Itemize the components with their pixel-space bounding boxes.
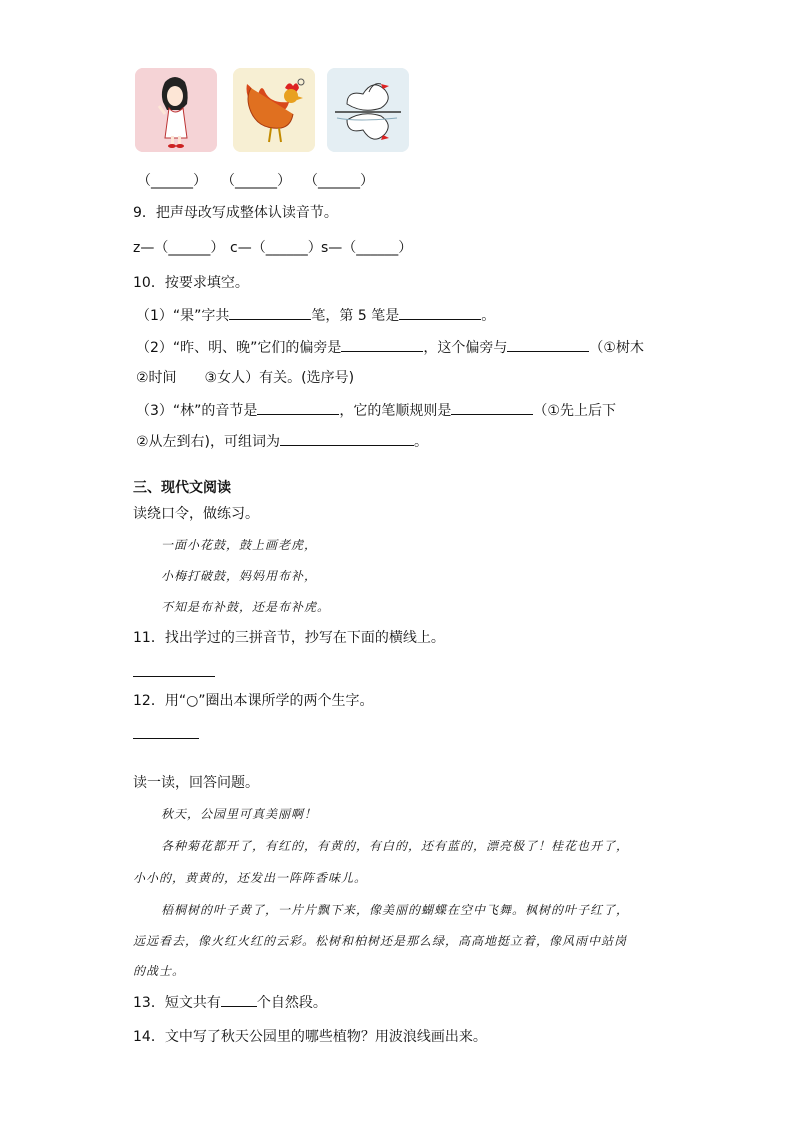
reading-para-2-line-2: 小小的，黄黄的，还发出一阵阵香味儿。: [133, 871, 368, 885]
q13: [133, 992, 327, 1013]
picture-answer-3[interactable]: （______）: [304, 173, 374, 189]
q10-p1-text-c: 。: [481, 308, 496, 324]
q10-p3-blank-3[interactable]: [280, 431, 414, 446]
girl-icon: [135, 68, 217, 152]
q10-p3-text-c: （①先上后下: [533, 403, 616, 419]
rooster-picture: [233, 68, 315, 152]
q10-p3-blank-1[interactable]: [257, 400, 339, 415]
reading-intro: 读一读，回答问题。: [133, 775, 259, 791]
q10-p3-text-a: （3）“林”的音节是: [136, 403, 258, 419]
q10-part3: [136, 400, 616, 421]
picture-answer-2[interactable]: （______）: [221, 173, 291, 189]
q13-blank[interactable]: [221, 992, 257, 1007]
q10-part3-line2: [136, 431, 428, 452]
q10-p1-blank-1[interactable]: [229, 305, 311, 320]
q12-answer-line[interactable]: [133, 738, 199, 739]
reading-para-3-line-1: 梧桐树的叶子黄了，一片片飘下来，像美丽的蝴蝶在空中飞舞。枫树的叶子红了，: [161, 903, 630, 917]
q10-p1-text-a: （1）“果”字共: [136, 308, 230, 324]
swan-icon: [327, 68, 409, 152]
q10-p2-text-a: （2）“昨、明、晚”它们的偏旁是: [136, 340, 342, 356]
q10-part1: [136, 305, 495, 326]
poem-line-1: 一面小花鼓，鼓上画老虎，: [161, 538, 318, 552]
q12-title: 12．用“○”圈出本课所学的两个生字。: [133, 693, 374, 709]
q10-p2-blank-1[interactable]: [341, 337, 423, 352]
q10-p3-blank-2[interactable]: [451, 400, 533, 415]
section-heading: 三、现代文阅读: [133, 480, 231, 496]
swan-picture: [327, 68, 409, 152]
q10-title: 10．按要求填空。: [133, 275, 249, 291]
rooster-icon: [233, 68, 315, 152]
q10-p2-text-c: （①树木: [589, 340, 644, 356]
q10-part2: [136, 337, 644, 358]
picture-answer-1[interactable]: （______）: [137, 173, 207, 189]
q14-title: 14．文中写了秋天公园里的哪些植物？用波浪线画出来。: [133, 1029, 487, 1045]
q13-text-a: 13．短文共有: [133, 995, 221, 1011]
q10-p2-blank-2[interactable]: [507, 337, 589, 352]
q9-title: 9．把声母改写成整体认读音节。: [133, 205, 338, 221]
q10-p1-blank-2[interactable]: [399, 305, 481, 320]
poem-line-3: 不知是布补鼓，还是布补虎。: [161, 600, 331, 614]
reading-para-1: 秋天，公园里可真美丽啊！: [161, 807, 318, 821]
section-intro: 读绕口令，做练习。: [133, 506, 259, 522]
q13-text-b: 个自然段。: [256, 995, 327, 1011]
poem-line-2: 小梅打破鼓，妈妈用布补，: [161, 569, 318, 583]
reading-para-2-line-1: 各种菊花都开了，有红的，有黄的，有白的，还有蓝的，漂亮极了！桂花也开了，: [161, 839, 630, 853]
reading-para-3-line-2: 远远看去，像火红火红的云彩。松树和柏树还是那么绿，高高地挺立着，像风雨中站岗: [133, 934, 628, 948]
girl-picture: [135, 68, 217, 152]
reading-para-3-line-3: 的战士。: [133, 964, 186, 978]
q11-answer-line[interactable]: [133, 676, 215, 677]
q9-s-blank[interactable]: s—（______）: [321, 240, 413, 256]
q9-c-blank[interactable]: c—（______）: [230, 240, 322, 256]
q11-title: 11．找出学过的三拼音节，抄写在下面的横线上。: [133, 630, 445, 646]
q10-p2-text-b: ，这个偏旁与: [423, 340, 508, 356]
q10-p1-text-b: 笔，第 5 笔是: [311, 308, 400, 324]
q10-p3-text-d: ②从左到右)，可组词为: [136, 434, 281, 450]
q10-p3-text-b: ，它的笔顺规则是: [339, 403, 452, 419]
q10-p3-text-e: 。: [414, 434, 429, 450]
q9-z-blank[interactable]: z—（______）: [133, 240, 225, 256]
q10-p2-options: ②时间 ③女人）有关。(选序号): [136, 370, 355, 386]
